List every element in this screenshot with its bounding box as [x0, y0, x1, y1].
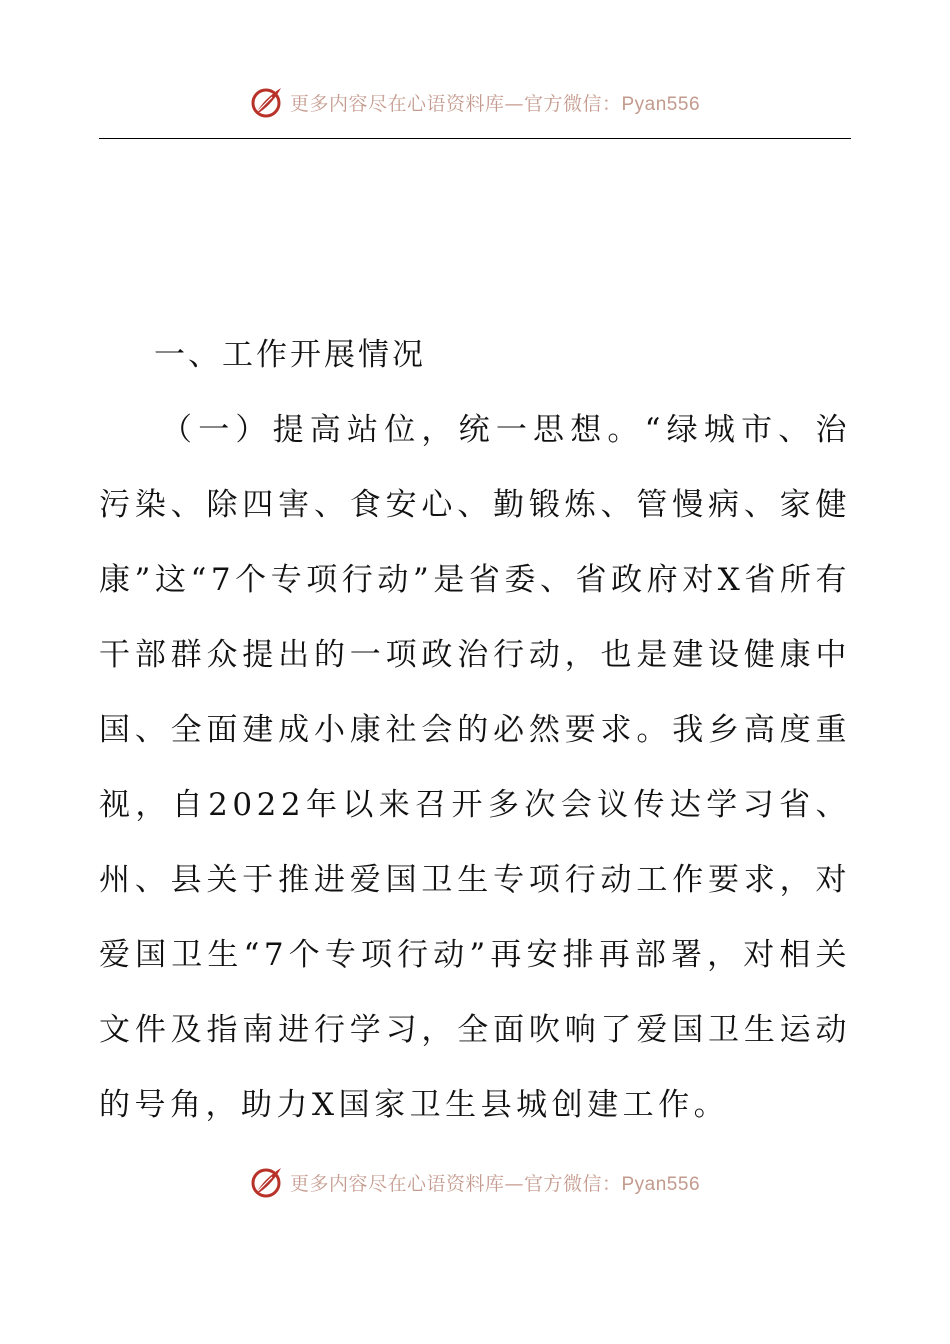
header-divider — [99, 138, 851, 139]
body-paragraph: （一）提高站位，统一思想。“绿城市、治污染、除四害、食安心、勤锻炼、管慢病、家健康”这“7个专项行动”是省委、省政府对X省所有干部群众提出的一项政治行动，也是建设健康中国、全面建成小康社会的必然要求。我乡高度重视，自2022年以来召开多次会议传达学习省、州、县关于推进爱国卫生专项行动工作要求，对爱国卫生“7个专项行动”再安排再部署，对相关文件及指南进行学习，全面吹响了爱国卫生运动的号角，助力X国家卫生县城创建工作。 — [99, 412, 851, 1123]
section-heading: 一、工作开展情况 — [154, 337, 426, 373]
quill-logo-icon — [250, 1165, 284, 1199]
header-wechat-id: Pyan556 — [621, 93, 701, 115]
quill-logo-icon — [250, 85, 284, 119]
document-body — [99, 318, 851, 1143]
header-banner — [0, 82, 950, 122]
footer-banner — [0, 1162, 950, 1202]
footer-wechat-id: Pyan556 — [621, 1173, 701, 1195]
header-banner-text: 更多内容尽在心语资料库—官方微信：Pyan556 — [289, 92, 701, 115]
footer-banner-text: 更多内容尽在心语资料库—官方微信：Pyan556 — [289, 1172, 701, 1195]
